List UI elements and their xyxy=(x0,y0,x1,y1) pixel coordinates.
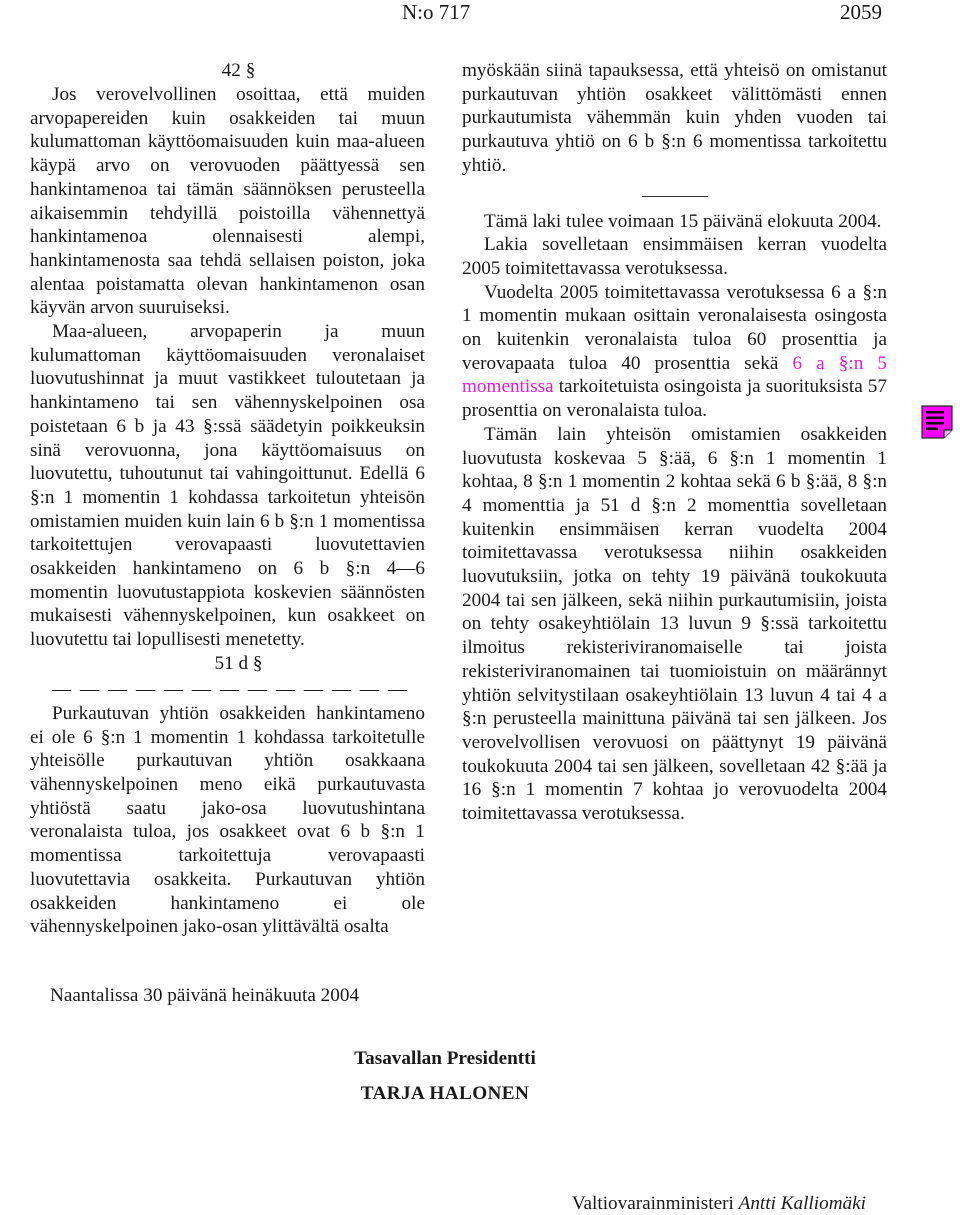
cross-reference-link[interactable]: 6 a §:n 5 momentissa xyxy=(462,352,887,398)
paragraph-42-2: Maa-alueen, arvopaperin ja muun kulumattoman käyttöomaisuuden veronalaiset luovutushinnat ja muut vastikkeet tuloutetaan ja hankintameno tai sen vähennyskelpoinen osa poistetaan 6 b ja 43 §:ssä säädetyin poikkeuksin sinä verovuonna, jona käyttöomaisuus on luovutettu, tuhoutunut tai vahingoittunut. Edellä 6 §:n 1 momentin 1 kohdassa tarkoitetun yhteisön omistamien muiden kuin lain 6 b §:n 1 momentissa tarkoitettujen verovapaasti luovutettavien osakkeiden hankintameno on 6 b §:n 4—6 momentin luovutustappiota koskevien säännösten mukaisesti vähennyskelpoinen, kun osakkeet on luovutettu tai lopullisesti menetetty. xyxy=(30,321,425,651)
paragraph-entry-into-force: Tämä laki tulee voimaan 15 päivänä elokuuta 2004. xyxy=(484,210,882,232)
note-icon[interactable] xyxy=(921,405,953,439)
section-heading-51d: 51 d § xyxy=(214,652,263,674)
page-number: 2059 xyxy=(840,0,882,24)
left-column xyxy=(30,59,425,939)
omission-dashes: — — — — — — — — — — — — — xyxy=(52,678,409,700)
president-name: TARJA HALONEN xyxy=(360,1083,530,1104)
paragraph-first-application: Lakia sovelletaan ensimmäisen kerran vuodelta 2005 toimitettavassa verotuksessa. xyxy=(462,234,887,279)
minister-name: Antti Kalliomäki xyxy=(738,1193,866,1214)
minister-title: Valtiovarainministeri xyxy=(571,1193,734,1214)
section-divider xyxy=(642,196,708,197)
section-heading-42: 42 § xyxy=(221,60,256,81)
president-office: Tasavallan Presidentti xyxy=(354,1048,536,1069)
signature-place-date: Naantalissa 30 päivänä heinäkuuta 2004 xyxy=(50,985,360,1006)
minister-signature xyxy=(572,1193,866,1215)
paragraph-2005-taxation: Vuodelta 2005 toimitettavassa verotuksessa 6 a §:n 1 momentin mukaan osittain veronalaisesta osingosta on kuitenkin veronalaista tuloa 60 prosenttia ja verovapaata tuloa 40 prosenttia sekä 6 a §:n 5 momentissa tarkoitetuista osingoista ja suorituksista 57 prosenttia on veronalaista tuloa. xyxy=(462,281,887,422)
paragraph-transitional: Tämän lain yhteisön omistamien osakkeiden luovutusta koskevaa 5 §:ää, 6 §:n 1 momentin 1 kohtaa, 8 §:n 1 momentin 2 kohtaa sekä 6 b §:ää, 8 §:n 4 momenttia ja 51 d §:n 2 momenttia sovelletaan kuitenkin ensimmäisen kerran vuodelta 2004 toimitettavassa verotuksessa niihin osakkeiden luovutuksiin, jotka on tehty 19 päivänä toukokuuta 2004 tai sen jälkeen, sekä niihin purkautumisiin, joista on tehty osakeyhtiölain 13 luvun 9 §:ssä tarkoitettu ilmoitus rekisteriviranomaiselle tai joista rekisteriviranomainen tai tuomioistuin on määrännyt yhtiön selvitystilaan osakeyhtiölain 13 luvun 4 tai 4 a §:n perusteella mainittuna päivänä tai sen jälkeen. Jos verovelvollisen verovuosi on päättynyt 19 päivänä toukokuuta 2004 tai sen jälkeen, sovelletaan 42 §:ää ja 16 §:n 1 momentin 7 kohtaa jo verovuodelta 2004 toimitettavassa verotuksessa. xyxy=(462,423,887,825)
header-number: N:o 717 xyxy=(402,0,471,24)
paragraph-51d-continued: myöskään siinä tapauksessa, että yhteisö on omistanut purkautuvan yhtiön osakkeet välittömästi ennen purkautumista vähemmän kuin yhden vuoden tai purkautuva yhtiö on 6 b §:n 6 momentissa tarkoitettu yhtiö. xyxy=(462,60,887,176)
paragraph-51d: Purkautuvan yhtiön osakkeiden hankintameno ei ole 6 §:n 1 momentin 1 kohdassa tarkoitetulle yhteisölle purkautuvan yhtiön osakkaana vähennyskelpoinen meno eikä purkautuvasta yhtiöstä saatu jako-osa luovutushintana veronalaista tuloa, jos osakkeet ovat 6 b §:n 1 momentissa tarkoitettuja verovapaasti luovutettavia osakkeita. Purkautuvan yhtiön osakkeiden hankintameno ei ole vähennyskelpoinen jako-osan ylittävältä osalta xyxy=(30,702,425,938)
paragraph-42-1: Jos verovelvollinen osoittaa, että muiden arvopapereiden kuin osakkeiden tai muun kulumattoman käyttöomaisuuden kuin maa-alueen käypä arvo on verovuoden päättyessä sen hankintamenoa tai tämän säännöksen perusteella aikaisemmin tehdyillä poistoilla vähennettyä hankintamenoa olennaisesti alempi, hankintamenosta saa tehdä sellaisen poiston, joka alentaa poistamatta olevan hankintamenon osan käyvän arvon suuruiseksi. xyxy=(30,84,425,319)
right-column xyxy=(462,59,887,826)
